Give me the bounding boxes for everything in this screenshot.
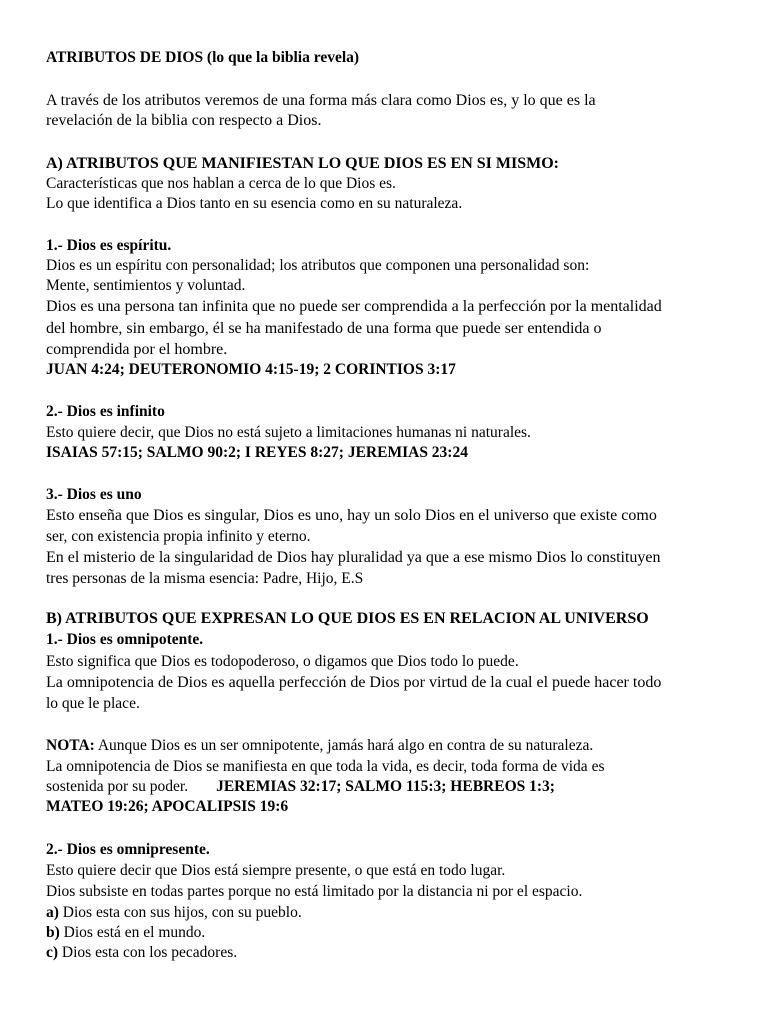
list-item — [46, 943, 237, 963]
section-a-line-2: Lo que identifica a Dios tanto en su esencia como en su naturaleza. — [46, 195, 463, 212]
item-heading: 3.- Dios es uno — [46, 486, 142, 503]
item-heading: 2.- Dios es omnipresente. — [46, 841, 210, 858]
item-line: Dios es una persona tan infinita que no puede ser comprendida a la perfección por la mentalidad — [46, 298, 662, 315]
item-line: La omnipotencia de Dios se manifiesta en que toda la vida, es decir, toda forma de vida es — [46, 758, 605, 775]
intro-line-2: revelación de la biblia con respecto a Dios. — [46, 112, 322, 129]
item-heading: 1.- Dios es espíritu. — [46, 237, 172, 254]
list-marker: a) — [46, 904, 59, 921]
intro-line-1: A través de los atributos veremos de una forma más clara como Dios es, y lo que es la — [46, 92, 596, 109]
list-item — [46, 903, 302, 923]
item-line: La omnipotencia de Dios es aquella perfección de Dios por virtud de la cual el puede hacer todo — [46, 674, 662, 691]
item-heading: 1.- Dios es omnipotente. — [46, 631, 204, 648]
bible-references: JUAN 4:24; DEUTERONOMIO 4:15-19; 2 CORINTIOS 3:17 — [46, 361, 456, 378]
section-a-line-1: Características que nos hablan a cerca de lo que Dios es. — [46, 175, 396, 192]
item-line: Esto quiere decir, que Dios no está sujeto a limitaciones humanas ni naturales. — [46, 424, 531, 441]
item-line: comprendida por el hombre. — [46, 341, 228, 358]
bible-references: JEREMIAS 32:17; SALMO 115:3; HEBREOS 1:3; — [216, 778, 555, 795]
list-text: Dios está en el mundo. — [59, 924, 206, 941]
item-line: del hombre, sin embargo, él se ha manifestado de una forma que puede ser entendida o — [46, 320, 602, 337]
list-text: Dios esta con los pecadores. — [58, 944, 238, 961]
bible-references: ISAIAS 57:15; SALMO 90:2; I REYES 8:27; JEREMIAS 23:24 — [46, 444, 468, 461]
bible-references: MATEO 19:26; APOCALIPSIS 19:6 — [46, 798, 289, 815]
list-text: Dios esta con sus hijos, con su pueblo. — [58, 904, 302, 921]
item-line: Dios es un espíritu con personalidad; los atributos que componen una personalidad son: — [46, 257, 590, 274]
section-b-heading: B) ATRIBUTOS QUE EXPRESAN LO QUE DIOS ES EN RELACION AL UNIVERSO — [46, 610, 649, 627]
note-label: NOTA: — [46, 737, 95, 754]
item-line: Dios subsiste en todas partes porque no está limitado por la distancia ni por el espacio. — [46, 883, 583, 900]
note-line — [46, 736, 593, 756]
item-line: lo que le place. — [46, 695, 140, 712]
item-line: Esto enseña que Dios es singular, Dios es uno, hay un solo Dios en el universo que existe como — [46, 507, 657, 524]
item-line: Esto significa que Dios es todopoderoso, o digamos que Dios todo lo puede. — [46, 653, 519, 670]
item-line: Esto quiere decir que Dios está siempre presente, o que está en todo lugar. — [46, 862, 506, 879]
list-item — [46, 923, 205, 943]
item-heading: 2.- Dios es infinito — [46, 403, 165, 420]
document-title: ATRIBUTOS DE DIOS (lo que la biblia revela) — [46, 49, 360, 66]
item-line: En el misterio de la singularidad de Dios hay pluralidad ya que a ese mismo Dios lo constituyen — [46, 549, 661, 566]
sustained-text: sostenida por su poder. — [46, 778, 189, 795]
list-marker: b) — [46, 924, 60, 941]
item-line: Mente, sentimientos y voluntad. — [46, 277, 246, 294]
item-line — [46, 777, 555, 797]
list-marker: c) — [46, 944, 59, 961]
item-line: ser, con existencia propia infinito y eterno. — [46, 528, 311, 545]
section-a-heading: A) ATRIBUTOS QUE MANIFIESTAN LO QUE DIOS ES EN SI MISMO: — [46, 155, 559, 172]
note-text: Aunque Dios es un ser omnipotente, jamás hará algo en contra de su naturaleza. — [94, 737, 594, 754]
item-line: tres personas de la misma esencia: Padre, Hijo, E.S — [46, 570, 364, 587]
